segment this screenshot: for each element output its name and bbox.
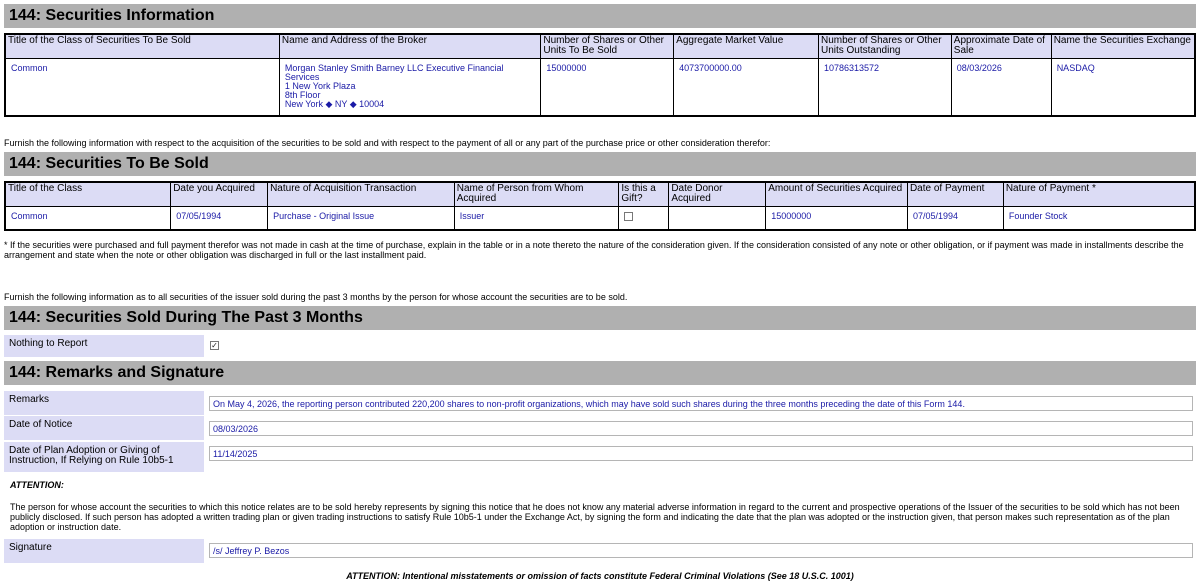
cell-title-class: Common: [5, 58, 279, 116]
signature-field[interactable]: /s/ Jeffrey P. Bezos: [209, 543, 1193, 558]
column-header: Date you Acquired: [171, 182, 268, 206]
column-header: Name the Securities Exchange: [1051, 34, 1195, 58]
cell-person-acquired-from: Issuer: [454, 206, 619, 230]
cell-units-outstanding: 10786313572: [818, 58, 951, 116]
column-header: Name of Person from Whom Acquired: [454, 182, 619, 206]
securities-information-table: [4, 33, 1196, 117]
cell-gift: [619, 206, 669, 230]
section-title-sold-past-3-months: 144: Securities Sold During The Past 3 Months: [4, 306, 1196, 330]
securities-to-be-sold-table: [4, 181, 1196, 231]
cell-exchange: NASDAQ: [1051, 58, 1195, 116]
table-row: [5, 58, 1195, 116]
section-title-securities-information: 144: Securities Information: [4, 4, 1196, 28]
cell-amount-acquired: 15000000: [766, 206, 908, 230]
date-of-notice-label: Date of Notice: [4, 416, 204, 440]
cell-units-to-sell: 15000000: [541, 58, 674, 116]
column-header: Approximate Date of Sale: [951, 34, 1051, 58]
column-header: Number of Shares or Other Units To Be Sold: [541, 34, 674, 58]
cell-date-donor-acquired: [669, 206, 766, 230]
broker-name: Morgan Stanley Smith Barney LLC Executive Financial Services: [284, 62, 504, 82]
furnish-acquisition-text: Furnish the following information with respect to the acquisition of the securities to be sold and with respect to the payment of all or any part of the purchase price or other consideration therefor:: [4, 138, 771, 148]
column-header: Date of Payment: [907, 182, 1003, 206]
broker-address-line: 8th Floor: [284, 89, 321, 100]
cell-broker: [279, 58, 540, 116]
column-header: Aggregate Market Value: [674, 34, 819, 58]
column-header: Is this a Gift?: [619, 182, 669, 206]
column-header: Nature of Payment *: [1003, 182, 1195, 206]
date-of-notice-field[interactable]: 08/03/2026: [209, 421, 1193, 436]
attention-text: The person for whose account the securities to which this notice relates are to be sold hereby represents by signing this notice that he does not know any material adverse information in regard to the current and prospective operations of the Issuer of the securities to be sold which has not been publicly disclosed. If such person has adopted a written trading plan or given trading instructions to satisfy Rule 10b5-1 under the Exchange Act, by signing the form and indicating the date that the plan was adopted or the instruction given, that person makes such representation as of the plan adoption or instruction date.: [10, 502, 1180, 532]
cell-date-payment: 07/05/1994: [907, 206, 1003, 230]
broker-address-line: 1 New York Plaza: [284, 80, 356, 91]
section-title-remarks-signature: 144: Remarks and Signature: [4, 361, 1196, 385]
cell-date-acquired: 07/05/1994: [171, 206, 268, 230]
table-row: [5, 206, 1195, 230]
column-header: Number of Shares or Other Units Outstanding: [818, 34, 951, 58]
payment-footnote: * If the securities were purchased and full payment therefor was not made in cash at the time of purchase, explain in the table or in a note thereto the nature of the consideration given. If the consideration consisted of any note or other obligation, or if payment was made in installments describe the arrangement and state when the note or other obligation was discharged in full or the last installment paid.: [4, 240, 1184, 260]
nothing-to-report-label: Nothing to Report: [4, 335, 204, 357]
cell-nature-payment: Founder Stock: [1003, 206, 1195, 230]
column-header: Amount of Securities Acquired: [766, 182, 908, 206]
column-header: Title of the Class: [5, 182, 171, 206]
furnish-sold-text: Furnish the following information as to all securities of the issuer sold during the past 3 months by the person for whose account the securities are to be sold.: [4, 292, 628, 302]
remarks-label: Remarks: [4, 391, 204, 415]
broker-address-line: New York ◆ NY ◆ 10004: [284, 98, 385, 109]
column-header: Date Donor Acquired: [669, 182, 766, 206]
plan-adoption-label: Date of Plan Adoption or Giving of Instruction, If Relying on Rule 10b5-1: [4, 442, 204, 472]
column-header: Nature of Acquisition Transaction: [268, 182, 455, 206]
cell-sale-date: 08/03/2026: [951, 58, 1051, 116]
remarks-field[interactable]: On May 4, 2026, the reporting person contributed 220,200 shares to non-profit organizations, which may have sold such shares during the three months preceding the date of this Form 144.: [209, 396, 1193, 411]
cell-title-class: Common: [5, 206, 171, 230]
footer-attention: ATTENTION: Intentional misstatements or omission of facts constitute Federal Criminal Violations (See 18 U.S.C. 1001): [346, 571, 854, 581]
signature-label: Signature: [4, 539, 204, 563]
gift-checkbox[interactable]: [624, 212, 633, 221]
column-header: Title of the Class of Securities To Be Sold: [5, 34, 279, 58]
section-title-securities-to-be-sold: 144: Securities To Be Sold: [4, 152, 1196, 176]
plan-adoption-field[interactable]: 11/14/2025: [209, 446, 1193, 461]
nothing-to-report-checkbox[interactable]: ✓: [211, 341, 218, 350]
cell-nature-acquisition: Purchase - Original Issue: [268, 206, 455, 230]
column-header: Name and Address of the Broker: [279, 34, 540, 58]
attention-heading: ATTENTION:: [10, 480, 64, 490]
cell-market-value: 4073700000.00: [674, 58, 819, 116]
